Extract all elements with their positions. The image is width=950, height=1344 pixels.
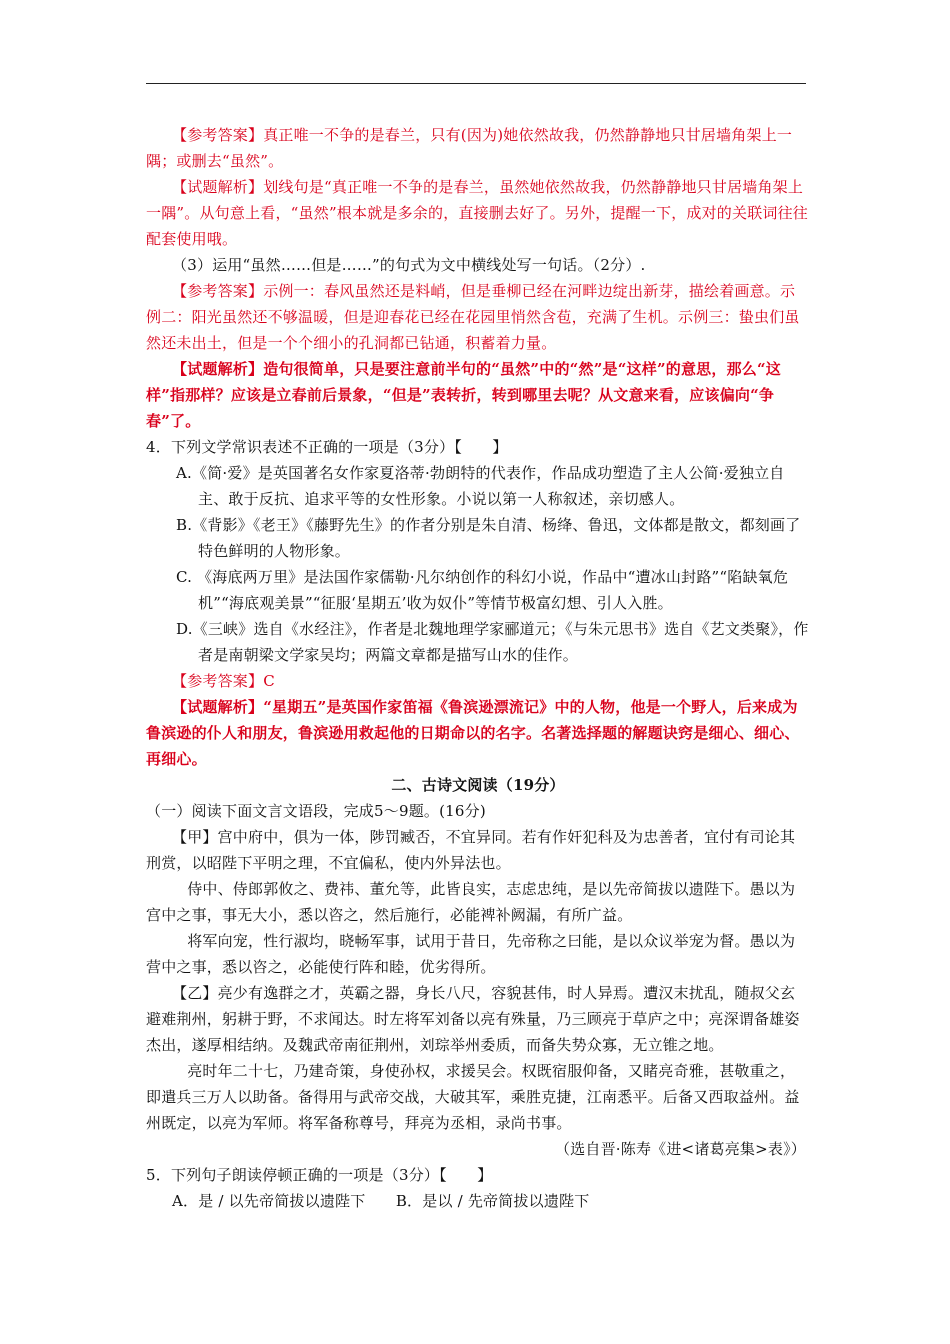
analysis-label: 【试题解析】 [172, 178, 264, 196]
option-c: C. 《海底两万里》是法国作家儒勒·凡尔纳创作的科幻小说，作品中“遭冰山封路”“陷缺氧危机”“海底观美景”“征服‘星期五’收为奴仆”等情节极富幻想、引人入胜。 [176, 568, 789, 612]
analysis: 【试题解析】划线句是“真正唯一不争的是春兰，虽然她依然故我，仍然静静地只甘居墙角架上一隅”。从句意上看，“虽然”根本就是多余的，直接删去好了。另外，提醒一下，成对的关联词往往配套使用哦。 [146, 178, 809, 248]
question-5-options: A．是 / 以先帝简拔以遗陛下 B．是以 / 先帝简拔以遗陛下 [172, 1192, 590, 1210]
answer-label: 【参考答案】 [172, 126, 264, 144]
reference-answer: 【参考答案】真正唯一不争的是春兰，只有(因为)她依然故我，仍然静静地只甘居墙角架上一隅；或删去“虽然”。 [146, 126, 793, 170]
option-d: D.《三峡》选自《水经注》，作者是北魏地理学家郦道元；《与朱元思书》选自《艺文类聚》，作者是南朝梁文学家吴均；两篇文章都是描写山水的佳作。 [176, 620, 809, 664]
answer-label: 【参考答案】 [172, 672, 264, 690]
option-b: B.《背影》《老王》《藤野先生》的作者分别是朱自清、杨绛、鲁迅，文体都是散文，都刻画了特色鲜明的人物形象。 [176, 516, 801, 560]
passage-paragraph: 侍中、侍郎郭攸之、费祎、董允等，此皆良实，志虑忠纯，是以先帝简拔以遗陛下。愚以为宫中之事，事无大小，悉以咨之，然后施行，必能裨补阙漏，有所广益。 [146, 880, 796, 924]
passage-paragraph: 【乙】亮少有逸群之才，英霸之器，身长八尺，容貌甚伟，时人异焉。遭汉末扰乱，随叔父玄避难荆州，躬耕于野，不求闻达。时左将军刘备以亮有殊量，乃三顾亮于草庐之中；亮深谓备雄姿杰出，遂厚相结纳。及魏武帝南征荆州，刘琮举州委质，而备失势众寡，无立锥之地。 [146, 984, 800, 1054]
analysis-label: 【试题解析】 [172, 698, 264, 716]
header-rule [146, 83, 806, 84]
option-a: A.《简·爱》是英国著名女作家夏洛蒂·勃朗特的代表作，作品成功塑造了主人公简·爱独立自主、敢于反抗、追求平等的女性形象。小说以第一人称叙述，亲切感人。 [176, 464, 785, 508]
source-citation: （选自晋·陈寿《进<诸葛亮集>表》） [554, 1140, 806, 1158]
question-5: 5．下列句子朗读停顿正确的一项是（3分）【 】 [146, 1166, 493, 1184]
question-4: 4．下列文学常识表述不正确的一项是（3分）【 】 [146, 438, 508, 456]
reference-answer: 【参考答案】C [172, 672, 275, 690]
passage-paragraph: 将军向宠，性行淑均，晓畅军事，试用于昔日，先帝称之曰能，是以众议举宠为督。愚以为营中之事，悉以咨之，必能使行阵和睦，优劣得所。 [146, 932, 796, 976]
analysis: 【试题解析】“星期五”是英国作家笛福《鲁滨逊漂流记》中的人物，他是一个野人，后来成为鲁滨逊的仆人和朋友，鲁滨逊用救起他的日期命以的名字。名著选择题的解题诀窍是细心、细心、再细心。 [146, 698, 800, 768]
answer-label: 【参考答案】 [172, 282, 264, 300]
reference-answer: 【参考答案】示例一：春风虽然还是料峭，但是垂柳已经在河畔边绽出新芽，描绘着画意。示例二：阳光虽然还不够温暖，但是迎春花已经在花园里悄然含苞，充满了生机。示例三：蛰虫们虽然还未出土，但是一个个细小的孔洞都已钻通，积蓄着力量。 [146, 282, 800, 352]
passage-paragraph: 【甲】宫中府中，俱为一体，陟罚臧否，不宜异同。若有作奸犯科及为忠善者，宜付有司论其刑赏，以昭陛下平明之理，不宜偏私，使内外异法也。 [146, 828, 796, 872]
document-body [146, 122, 810, 1214]
passage-paragraph: 亮时年二十七，乃建奇策，身使孙权，求援吴会。权既宿服仰备，又睹亮奇雅，甚敬重之，即遣兵三万人以助备。备得用与武帝交战，大破其军，乘胜克捷，江南悉平。后备又西取益州。益州既定，以亮为军师。将军备称尊号，拜亮为丞相，录尚书事。 [146, 1062, 800, 1132]
question-3: （3）运用“虽然……但是……”的句式为文中横线处写一句话。（2分）. [172, 256, 646, 274]
reading-instruction: （一）阅读下面文言文语段，完成5～9题。(16分) [146, 802, 486, 820]
section-heading: 二、古诗文阅读（19分） [391, 776, 565, 794]
analysis-label: 【试题解析】 [172, 360, 264, 378]
analysis: 【试题解析】造句很简单，只是要注意前半句的“虽然”中的“然”是“这样”的意思，那么“这样”指那样？应该是立春前后景象，“但是”表转折，转到哪里去呢？从文意来看，应该偏向“争春”了。 [146, 360, 782, 430]
